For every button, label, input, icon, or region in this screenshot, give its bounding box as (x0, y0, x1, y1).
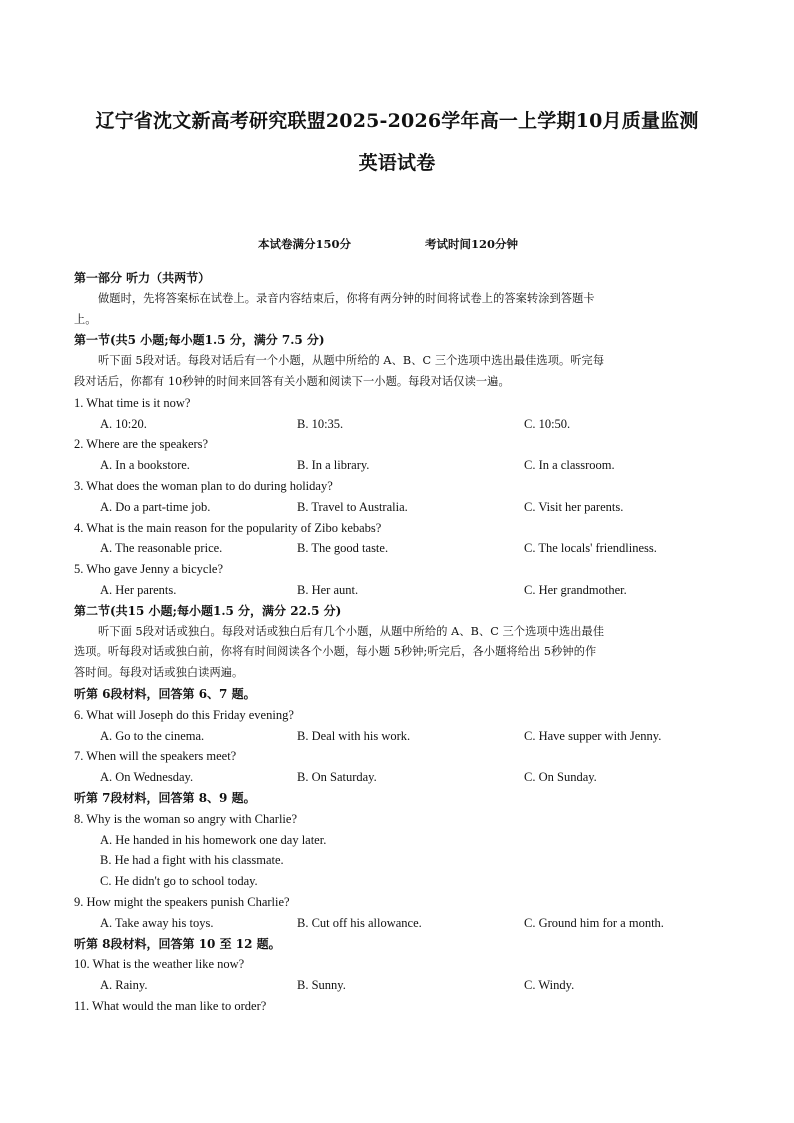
option-c: C. The locals' friendliness. (524, 541, 657, 556)
material-7-heading: 听第 7段材料，回答第 8、9 题。 (74, 790, 256, 805)
option-a: A. Rainy. (100, 978, 148, 993)
option-a: A. The reasonable price. (100, 541, 223, 556)
options-1 (74, 414, 722, 435)
option-b: B. Sunny. (297, 978, 346, 993)
option-b: B. Travel to Australia. (297, 499, 408, 514)
option-b: B. On Saturday. (297, 770, 377, 785)
exam-content (74, 268, 722, 1017)
section2-instructions-end: 答时间。每段对话或独白读两遍。 (74, 666, 244, 680)
options-10 (74, 975, 722, 996)
question-1: 1. What time is it now? (74, 395, 191, 410)
exam-title: 辽宁省沈文新高考研究联盟2025-2026学年高一上学期10月质量监测 (95, 110, 699, 132)
question-8: 8. Why is the woman so angry with Charlie? (74, 811, 297, 826)
options-7 (74, 767, 722, 788)
material-6-heading: 听第 6段材料，回答第 6、7 题。 (74, 686, 256, 701)
option-c: C. Her grandmother. (524, 582, 627, 597)
part1-instructions-cont: 上。 (74, 312, 97, 326)
option-b: B. The good taste. (297, 541, 389, 556)
option-c: C. He didn't go to school today. (100, 874, 258, 889)
question-9: 9. How might the speakers punish Charlie? (74, 894, 290, 909)
question-4: 4. What is the main reason for the popularity of Zibo kebabs? (74, 520, 382, 535)
section1-instructions-cont: 段对话后，你都有 10秒钟的时间来回答有关小题和阅读下一小题。每段对话仅读一遍。 (74, 374, 510, 388)
section2-instructions-cont: 选项。听每段对话或独白前，你将有时间阅读各个小题，每小题 5秒钟;听完后，各小题将给出 5秒钟的作 (74, 645, 597, 659)
option-a: A. He handed in his homework one day later. (100, 832, 327, 847)
option-a: A. Do a part-time job. (100, 499, 211, 514)
option-a: A. Take away his toys. (100, 915, 214, 930)
part1-instructions: 做题时，先将答案标在试卷上。录音内容结束后，你将有两分钟的时间将试卷上的答案转涂到答题卡 (98, 291, 595, 305)
section2-heading: 第二节(共15 小题;每小题1.5 分，满分 22.5 分) (74, 603, 342, 618)
option-a: A. On Wednesday. (100, 770, 194, 785)
options-4 (74, 538, 722, 559)
option-a: A. Go to the cinema. (100, 728, 205, 743)
material-8-heading: 听第 8段材料，回答第 10 至 12 题。 (74, 936, 281, 951)
question-10: 10. What is the weather like now? (74, 957, 245, 972)
question-7: 7. When will the speakers meet? (74, 749, 237, 764)
option-c: C. On Sunday. (524, 770, 597, 785)
option-b: B. He had a fight with his classmate. (100, 853, 284, 868)
exam-meta (0, 236, 794, 252)
option-b: B. Her aunt. (297, 582, 359, 597)
option-c: C. Ground him for a month. (524, 915, 664, 930)
question-3: 3. What does the woman plan to do during holiday? (74, 478, 333, 493)
part1-heading: 第一部分 听力（共两节） (74, 271, 211, 285)
option-a: A. 10:20. (100, 416, 147, 431)
option-b: B. Deal with his work. (297, 728, 411, 743)
option-a: A. In a bookstore. (100, 458, 190, 473)
section1-instructions: 听下面 5段对话。每段对话后有一个小题，从题中所给的 A、B、C 三个选项中选出最佳选项。听完每 (98, 354, 605, 368)
question-5: 5. Who gave Jenny a bicycle? (74, 562, 224, 577)
exam-time: 考试时间120分钟 (425, 237, 519, 251)
question-11: 11. What would the man like to order? (74, 998, 267, 1013)
exam-subtitle: 英语试卷 (358, 152, 436, 174)
section1-heading: 第一节(共5 小题;每小题1.5 分，满分 7.5 分) (74, 333, 325, 348)
question-2: 2. Where are the speakers? (74, 437, 209, 452)
option-c: C. Visit her parents. (524, 499, 624, 514)
option-b: B. In a library. (297, 458, 370, 473)
question-6: 6. What will Joseph do this Friday evening? (74, 707, 294, 722)
option-b: B. 10:35. (297, 416, 344, 431)
total-score: 本试卷满分150分 (258, 237, 352, 251)
section2-instructions: 听下面 5段对话或独白。每段对话或独白后有几个小题，从题中所给的 A、B、C 三个选项中选出最佳 (98, 624, 605, 638)
option-c: C. 10:50. (524, 416, 571, 431)
option-c: C. Windy. (524, 978, 575, 993)
option-c: C. In a classroom. (524, 458, 615, 473)
option-b: B. Cut off his allowance. (297, 915, 422, 930)
options-9 (74, 913, 722, 934)
options-6 (74, 726, 722, 747)
option-a: A. Her parents. (100, 582, 177, 597)
option-c: C. Have supper with Jenny. (524, 728, 662, 743)
options-2 (74, 455, 722, 476)
options-5 (74, 580, 722, 601)
options-3 (74, 497, 722, 518)
